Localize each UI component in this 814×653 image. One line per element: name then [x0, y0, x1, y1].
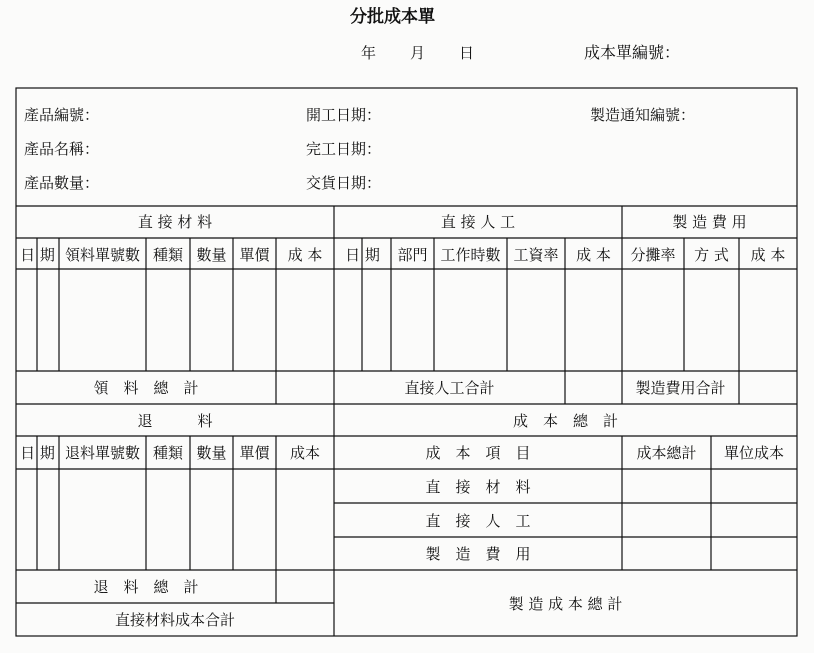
- dm-net-total-label: 直接材料成本合計: [114, 611, 235, 629]
- return-total-label: 退 料 總 計: [93, 578, 199, 596]
- ret-col-no: 退料單號數: [64, 444, 140, 462]
- order-number-label: 製造通知編號：: [590, 106, 696, 124]
- cost-item-dl: 直 接 人 工: [425, 512, 531, 530]
- date-month: 月: [410, 44, 426, 62]
- dm-total-label: 領 料 總 計: [93, 379, 199, 397]
- direct-labor-header: 直 接 人 工: [440, 213, 516, 231]
- unit-cost-header: 單位成本: [723, 444, 784, 462]
- cost-item-oh: 製 造 費 用: [425, 545, 531, 563]
- ret-col-price: 單價: [239, 444, 270, 462]
- overhead-header: 製 造 費 用: [672, 213, 747, 231]
- dm-col-qty: 數量: [196, 246, 227, 264]
- dl-col-cost: 成 本: [576, 246, 611, 264]
- oh-col-cost: 成 本: [750, 246, 786, 264]
- dm-col-price: 單價: [239, 246, 270, 264]
- date-day: 日: [459, 44, 475, 62]
- product-quantity-label: 產品數量：: [24, 174, 100, 192]
- ret-col-type: 種類: [152, 444, 183, 462]
- start-date-label: 開工日期：: [306, 106, 382, 124]
- cost-item-header: 成 本 項 目: [425, 444, 531, 462]
- dl-col-dept: 部門: [397, 246, 428, 264]
- form-title: 分批成本單: [350, 7, 435, 27]
- date-year: 年: [361, 44, 377, 62]
- oh-total-label: 製造費用合計: [635, 379, 726, 397]
- cost-item-dm: 直 接 材 料: [425, 478, 531, 496]
- dl-total-label: 直接人工合計: [404, 379, 495, 397]
- dm-col-type: 種類: [152, 246, 183, 264]
- dl-col-hours: 工作時數: [440, 246, 501, 264]
- dm-col-req-no: 領料單號數: [64, 246, 140, 264]
- product-name-label: 產品名稱：: [24, 140, 100, 158]
- delivery-date-label: 交貨日期：: [306, 174, 382, 192]
- ret-col-date: 日 期: [20, 444, 55, 462]
- finish-date-label: 完工日期：: [306, 140, 382, 158]
- ret-col-qty: 數量: [196, 444, 227, 462]
- product-number-label: 產品編號：: [24, 106, 100, 124]
- doc-number-label: 成本單編號：: [584, 43, 681, 62]
- cost-total-header: 成本總計: [636, 444, 697, 462]
- dl-col-date: 日 期: [345, 246, 380, 264]
- cost-summary-header: 成 本 總 計: [512, 412, 618, 430]
- dm-col-date: 日 期: [20, 246, 55, 264]
- direct-material-header: 直 接 材 料: [137, 213, 213, 231]
- dm-col-cost: 成 本: [287, 246, 323, 264]
- ret-col-cost: 成本: [289, 444, 320, 462]
- oh-col-rate: 分攤率: [630, 246, 676, 264]
- return-header: 退 料: [137, 412, 213, 430]
- grand-total-label: 製 造 成 本 總 計: [508, 595, 623, 613]
- dl-col-rate: 工資率: [513, 246, 559, 264]
- oh-col-method: 方 式: [694, 246, 729, 264]
